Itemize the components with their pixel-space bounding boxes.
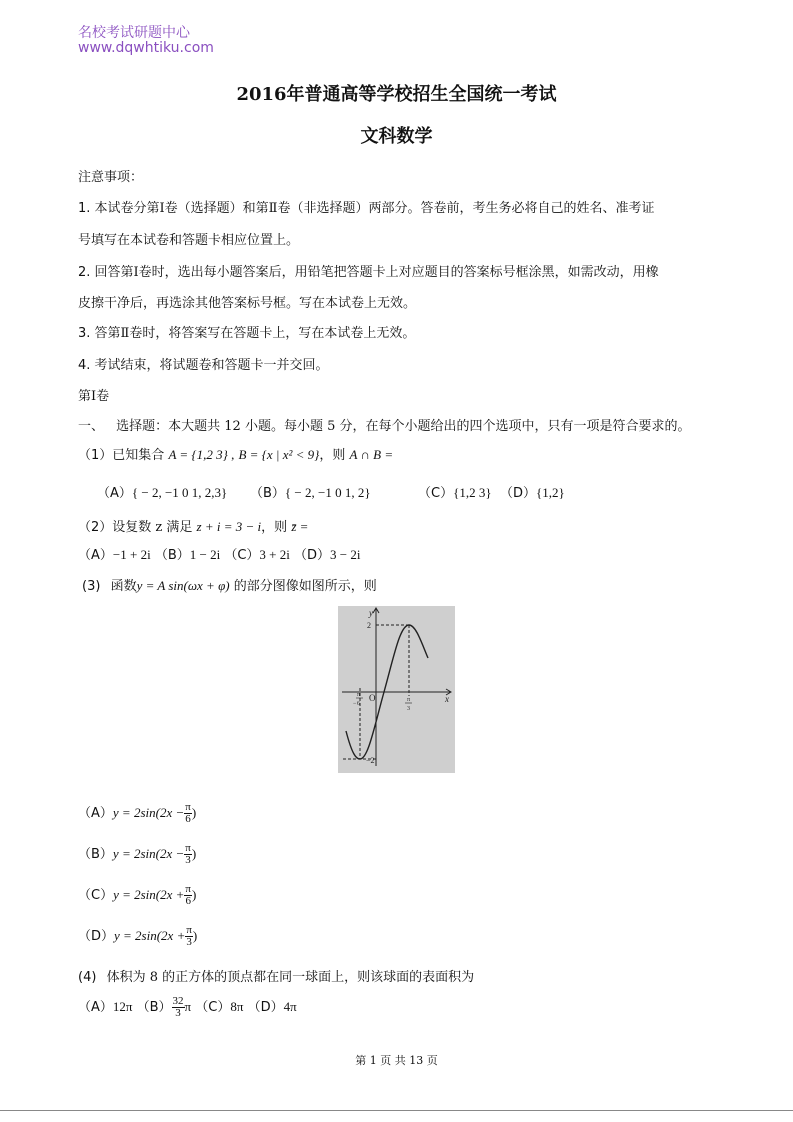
q1-option-d-value: {1,2} [536,485,565,500]
q2-option-a-value: −1 + 2i [112,547,151,562]
q3-option-a-close: ) [191,805,197,820]
q1-set-a: A = {1,2 3} [168,447,228,462]
q3-option-d-den: 3 [186,936,192,948]
q4-option-d-label: （D） [247,1000,284,1015]
q2-option-a-label: （A） [78,548,113,563]
graph-xneg-sign: − [353,701,357,707]
q3-option-a-expr: y = 2sin(2x − [112,805,185,820]
q1-stem-b: ，则 [319,448,346,463]
q4-option-d-value: 4π [283,999,297,1014]
notice-item-2-num: 2. [78,265,91,280]
graph-xpos-den: 3 [407,706,410,712]
q3-option-a-label: （A） [78,806,113,821]
q4-option-b-num: 32 [172,995,184,1007]
watermark-title: 名校考试研题中心 [78,25,190,41]
notice-item-3 [78,322,415,341]
q3-option-b-den: 3 [185,854,191,866]
q1-option-c [418,482,492,501]
q3-option-a-den: 6 [185,813,191,825]
graph-x-label: x [445,694,449,704]
q1-option-d-label: （D） [500,486,537,501]
question-1-stem [78,444,393,463]
q1-sep: , [227,447,235,462]
question-4-stem [78,966,474,985]
notice-item-1 [78,197,655,216]
q4-option-c-value: 8π [230,999,244,1014]
q3-graph-svg [338,606,455,773]
q1-option-d [500,482,565,501]
q3-stem-b: 的部分图像如图所示，则 [233,579,377,594]
notice-item-3-num: 3. [78,326,91,341]
page-footer: 第 1 页 共 13 页 [355,1054,438,1067]
page-subtitle: 文科数学 [360,126,433,147]
q4-option-b-pi: π [184,999,192,1014]
q3-option-b-num: π [185,842,191,854]
q1-option-a [97,482,227,501]
q2-options [78,544,360,563]
q2-option-c-label: （C） [224,548,260,563]
q2-stem-a: 设复数 z 满足 [112,520,193,535]
graph-ymax-label: 2 [367,621,371,630]
section-label: 第Ⅰ卷 [78,389,110,404]
q3-num: (3) [82,579,101,594]
graph-background [338,606,455,773]
notice-item-2 [78,261,659,280]
q3-option-c-num: π [185,883,191,895]
q1-stem-a: 已知集合 [112,448,165,463]
q3-option-d-num: π [186,924,192,936]
graph-xneg-num: π [357,692,361,698]
notice-item-1-text: 本试卷分第Ⅰ卷（选择题）和第Ⅱ卷（非选择题）两部分。答卷前，考生务必将自己的姓名、准考证 [94,201,655,216]
notice-item-2-cont: 皮擦干净后，再选涂其他答案标号框。写在本试卷上无效。 [78,296,417,311]
q3-option-b-label: （B） [78,847,113,862]
section-intro-num: 一、 [78,419,105,434]
watermark-url: www.dqwhtiku.com [78,40,214,56]
q2-option-b-label: （B） [154,548,190,563]
question-2-stem [78,516,308,535]
notice-item-3-text: 答第Ⅱ卷时，将答案写在答题卡上，写在本试卷上无效。 [94,326,416,341]
q3-option-d-expr: y = 2sin(2x + [114,928,186,943]
q3-option-b [78,843,196,866]
q2-option-c-value: 3 + 2i [259,547,290,562]
graph-xpos-num: π [407,697,411,703]
q4-option-c-label: （C） [195,1000,231,1015]
notice-heading: 注意事项： [78,170,144,185]
graph-y-label: y [369,608,373,618]
q1-ask: A ∩ B = [349,447,394,462]
q2-num: （2） [78,520,113,535]
q3-option-d-label: （D） [78,929,115,944]
q1-option-b-value: { − 2, −1 0 1, 2} [284,485,371,500]
q4-option-b-den: 3 [175,1007,181,1019]
section-intro-text: 选择题：本大题共 12 小题。每小题 5 分，在每个小题给出的四个选项中，只有一项是符合要求的。 [116,419,691,434]
q1-option-b-label: （B） [250,486,285,501]
q4-num: (4) [78,970,97,985]
page-title: 2016年普通高等学校招生全国统一考试 [236,84,557,105]
section-intro [78,415,691,434]
q4-option-b-label: （B） [136,1000,172,1015]
q3-option-c-expr: y = 2sin(2x + [113,887,185,902]
question-3-stem [82,575,377,594]
q3-option-c-close: ) [191,887,197,902]
q3-option-c-label: （C） [78,888,114,903]
graph-xneg-den: 6 [357,701,360,707]
q2-option-b-value: 1 − 2i [189,547,221,562]
notice-item-4 [78,354,329,373]
notice-item-1-cont: 号填写在本试卷和答题卡相应位置上。 [78,233,300,248]
q3-graph-figure [338,606,455,773]
q3-option-c [78,884,196,907]
graph-ymin-label: −2 [366,756,375,765]
q1-option-a-label: （A） [97,486,132,501]
q1-set-b: B = {x | x² < 9} [238,447,320,462]
q3-option-b-close: ) [191,846,197,861]
graph-origin-label: O [369,693,376,703]
q3-option-c-den: 6 [185,895,191,907]
q2-stem-b: ，则 [261,520,288,535]
q1-option-b [250,482,371,501]
q3-func: y = A sin(ωx + φ) [136,578,230,593]
q3-option-d [78,925,197,948]
q3-option-a [78,802,196,825]
q3-option-d-close: ) [192,928,198,943]
q4-options [78,996,297,1019]
q4-option-a-label: （A） [78,1000,113,1015]
q3-stem-a: 函数 [110,579,137,594]
q2-option-d-value: 3 − 2i [330,547,361,562]
q1-option-c-label: （C） [418,486,454,501]
q3-option-b-expr: y = 2sin(2x − [112,846,185,861]
q2-option-d-label: （D） [294,548,331,563]
q2-eq: z + i = 3 − i [196,519,262,534]
q4-option-a-value: 12π [112,999,133,1014]
bottom-divider [0,1110,793,1111]
q1-option-a-value: { − 2, −1 0 1, 2,3} [131,485,228,500]
notice-item-1-num: 1. [78,201,91,216]
q3-option-a-num: π [185,801,191,813]
q1-num: （1） [78,448,113,463]
notice-item-4-num: 4. [78,358,91,373]
q4-stem: 体积为 8 的正方体的顶点都在同一球面上，则该球面的表面积为 [106,970,475,985]
notice-item-4-text: 考试结束，将试题卷和答题卡一并交回。 [94,358,329,373]
q1-option-c-value: {1,2 3} [453,485,492,500]
q2-ask: z̄ = [291,519,309,534]
notice-item-2-text: 回答第Ⅰ卷时，选出每小题答案后，用铅笔把答题卡上对应题目的答案标号框涂黑，如需改动，用橡 [94,265,659,280]
